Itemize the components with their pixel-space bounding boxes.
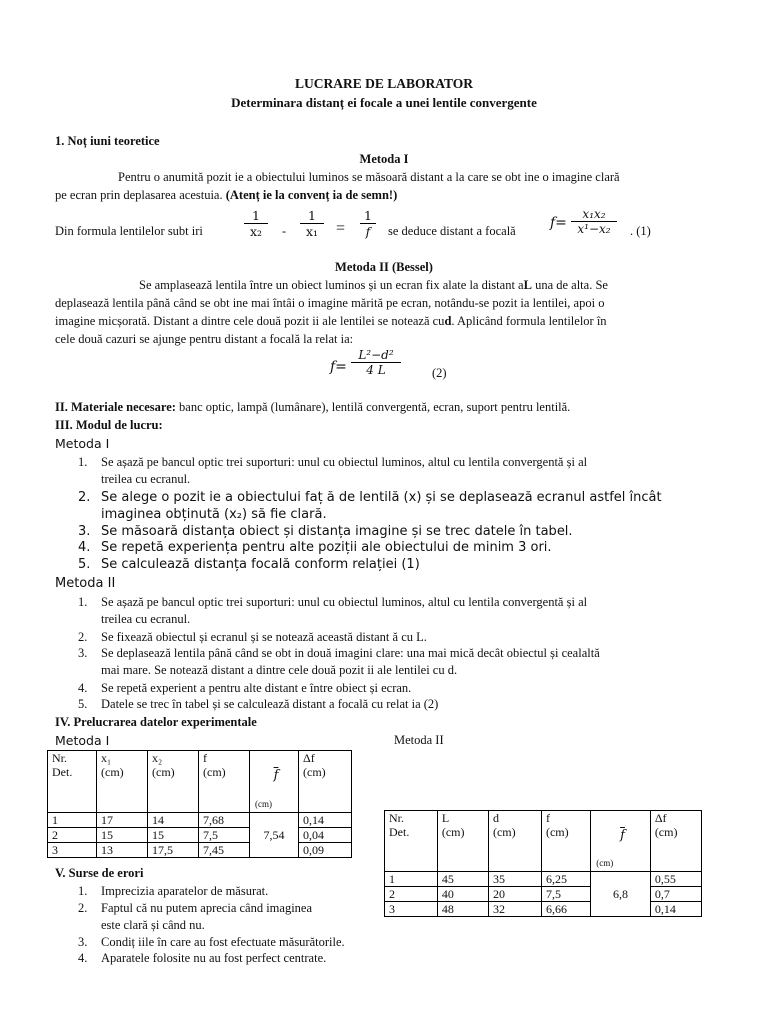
metoda1-paragraph-line1: Pentru o anumită pozit ie a obiectului luminos se măsoară distant a la care se obt ine o imagine clară: [118, 170, 620, 184]
formula-intro: Din formula lentilelor subt iri: [55, 224, 203, 238]
table1-label: Metoda I: [55, 733, 110, 748]
metoda2-step-number: 5.: [78, 697, 88, 711]
table-header-cell: Δf (cm): [299, 751, 352, 813]
f-mean-value: 7,54: [250, 813, 299, 858]
table-header-cell: x₁ (cm): [97, 751, 148, 813]
metoda2-line2: deplasează lentila până când se obt ine mai întâi o imagine mărită pe ecran, notându-se pozit ia lentilei, apoi o: [55, 296, 605, 310]
deduce-text: se deduce distant a focală: [388, 224, 516, 238]
table-cell: 14: [148, 813, 199, 828]
table-row: [48, 843, 352, 858]
table-header-row: [385, 811, 702, 872]
table-cell: 6,66: [541, 902, 590, 917]
table-header-cell: [591, 811, 651, 872]
table-cell: 17,5: [148, 843, 199, 858]
table-cell: 1: [48, 813, 97, 828]
metoda2-step-number: 1.: [78, 595, 88, 609]
error-source-number: 2.: [78, 901, 88, 915]
metoda1-step-number: 1.: [78, 455, 88, 469]
formula2-lhs: f=: [330, 359, 347, 375]
equals-sign: =: [336, 220, 346, 237]
metoda2-label: Metoda II: [55, 576, 116, 591]
table-header-cell: f (cm): [199, 751, 250, 813]
document-title: LUCRARE DE LABORATOR: [294, 76, 474, 91]
f-mean-symbol: $\overline{f}$: [620, 828, 625, 843]
table-header-cell: Nr. Det.: [48, 751, 97, 813]
table-cell: 1: [385, 872, 438, 887]
table-header-cell: [250, 751, 299, 813]
formula2-ref: (2): [432, 366, 447, 380]
table-cell: 7,5: [541, 887, 590, 902]
metoda1-label: Metoda I: [55, 436, 110, 451]
error-source-text: Condiț iile în care au fost efectuate măsurătorile.: [101, 935, 345, 949]
section3-heading: III. Modul de lucru:: [55, 418, 163, 432]
metoda1-title: Metoda I: [359, 152, 409, 166]
metoda1-step-text: Se calculează distanța focală conform relației (1): [101, 557, 420, 572]
metoda2-title: Metoda II (Bessel): [335, 260, 433, 274]
error-source-text: Faptul că nu putem aprecia când imaginea: [101, 901, 313, 915]
section1-heading: 1. Noț iuni teoretice: [55, 134, 160, 148]
metoda1-step-text-cont: treilea cu ecranul.: [101, 472, 191, 486]
metoda2-step-text: Se deplasează lentila până când se obt in două imagini clare: una mai mică decât obiectul și cealaltă: [101, 646, 600, 660]
metoda2-step-number: 3.: [78, 646, 88, 660]
table-cell: 0,55: [650, 872, 701, 887]
table-row: [48, 813, 352, 828]
table-cell: 0,7: [650, 887, 701, 902]
f-mean-unit: (cm): [255, 799, 272, 809]
metoda1-step-number: 2.: [78, 490, 91, 505]
metoda2-line4: cele două cazuri se ajunge pentru distant a focală la relat ia:: [55, 332, 354, 346]
metoda1-paragraph-line2: pe ecran prin deplasarea acestuia. (Atenț ie la convenț ia de semn!): [55, 188, 398, 202]
metoda1-step-text: Se repetă experiența pentru alte poziții ale obiectului de minim 3 ori.: [101, 540, 552, 555]
document-subtitle: Determinara distanț ei focale a unei lentile convergente: [231, 95, 537, 110]
table-cell: 32: [488, 902, 541, 917]
metoda1-step-text: Se măsoară distanța obiect și distanța imagine și se trec datele în tabel.: [101, 524, 573, 539]
metoda1-step-number: 4.: [78, 540, 91, 555]
table-cell: 40: [437, 887, 488, 902]
table-cell: 3: [48, 843, 97, 858]
error-source-number: 1.: [78, 884, 88, 898]
table-cell: 7,5: [199, 828, 250, 843]
error-source-number: 4.: [78, 951, 88, 965]
metoda2-step-number: 2.: [78, 630, 88, 644]
metoda2-line1: Se amplasează lentila între un obiect luminos și un ecran fix alate la distant aL una de alta. Se: [139, 278, 608, 292]
section5-heading: V. Surse de erori: [55, 866, 144, 880]
error-source-number: 3.: [78, 935, 88, 949]
metoda2-step-text-cont: treilea cu ecranul.: [101, 612, 191, 626]
formula2-fraction: L²−d² 4 L: [351, 348, 401, 377]
error-source-text-cont: este clară și când nu.: [101, 918, 205, 932]
table-header-cell: f (cm): [541, 811, 590, 872]
table-cell: 2: [48, 828, 97, 843]
formula1-lhs: f=: [550, 215, 567, 231]
fraction-1-over-x2: 1 x₂: [244, 208, 268, 239]
table-cell: 15: [148, 828, 199, 843]
table-metoda2: [384, 810, 702, 917]
fraction-1-over-f: 1 f: [360, 208, 376, 239]
metoda1-step-number: 3.: [78, 524, 91, 539]
fraction-1-over-x1: 1 x₁: [300, 208, 324, 239]
table-cell: 7,68: [199, 813, 250, 828]
table2-label: Metoda II: [394, 733, 444, 747]
materials-line: II. Materiale necesare: banc optic, lampă (lumânare), lentilă convergentă, ecran, suport pentru lentilă.: [55, 400, 571, 414]
error-source-text: Aparatele folosite nu au fost perfect centrate.: [101, 951, 327, 965]
table-cell: 13: [97, 843, 148, 858]
error-source-text: Imprecizia aparatelor de măsurat.: [101, 884, 269, 898]
section4-heading: IV. Prelucrarea datelor experimentale: [55, 715, 257, 729]
table-metoda1: [47, 750, 352, 858]
table-row: [385, 872, 702, 887]
table-cell: 17: [97, 813, 148, 828]
metoda1-step-text-cont: imaginea obținută (x₂) să fie clară.: [101, 507, 327, 522]
table-cell: 0,04: [299, 828, 352, 843]
table-header-cell: x₂ (cm): [148, 751, 199, 813]
metoda2-step-text-cont: mai mare. Se notează distant a dintre cele două pozit ii ale lentilei cu d.: [101, 663, 458, 677]
table-header-cell: Nr. Det.: [385, 811, 438, 872]
table-row: [385, 887, 702, 902]
metoda2-step-number: 4.: [78, 681, 88, 695]
table-cell: 2: [385, 887, 438, 902]
table-row: [385, 902, 702, 917]
table-cell: 0,14: [650, 902, 701, 917]
metoda1-step-text: Se așază pe bancul optic trei suporturi: unul cu obiectul luminos, altul cu lentila convergentă și al: [101, 455, 588, 469]
table-cell: 0,09: [299, 843, 352, 858]
formula1-ref: . (1): [630, 224, 651, 238]
metoda2-step-text: Se așază pe bancul optic trei suporturi: unul cu obiectul luminos, altul cu lentila convergentă și al: [101, 595, 588, 609]
table-row: [48, 828, 352, 843]
f-mean-value: 6,8: [591, 872, 651, 917]
formula1-fraction: x₁x₂ x¹−x₂: [571, 207, 617, 236]
table-header-cell: d (cm): [488, 811, 541, 872]
metoda1-step-number: 5.: [78, 557, 91, 572]
f-mean-symbol: $\overline{f}$: [273, 768, 279, 783]
metoda2-step-text: Se repetă experient a pentru alte distant e între obiect și ecran.: [101, 681, 412, 695]
table-header-cell: L (cm): [437, 811, 488, 872]
table-header-cell: Δf (cm): [650, 811, 701, 872]
table-cell: 45: [437, 872, 488, 887]
metoda2-line3: imagine micșorată. Distant a dintre cele două pozit ii ale lentilei se notează cud. Aplicând formula lentilelor în: [55, 314, 607, 328]
f-mean-unit: (cm): [596, 858, 614, 868]
table-cell: 7,45: [199, 843, 250, 858]
table-cell: 3: [385, 902, 438, 917]
table-cell: 6,25: [541, 872, 590, 887]
table-cell: 20: [488, 887, 541, 902]
metoda1-step-text: Se alege o pozit ie a obiectului faț ă de lentilă (x) și se deplasează ecranul astfel încât: [101, 490, 662, 505]
table-cell: 35: [488, 872, 541, 887]
table-header-row: [48, 751, 352, 813]
table-cell: 0,14: [299, 813, 352, 828]
table-cell: 48: [437, 902, 488, 917]
metoda2-step-text: Se fixează obiectul și ecranul și se notează această distant ă cu L.: [101, 630, 427, 644]
table-cell: 15: [97, 828, 148, 843]
metoda2-step-text: Datele se trec în tabel și se calculează distant a focală cu relat ia (2): [101, 697, 439, 711]
minus-sign: -: [282, 224, 287, 238]
